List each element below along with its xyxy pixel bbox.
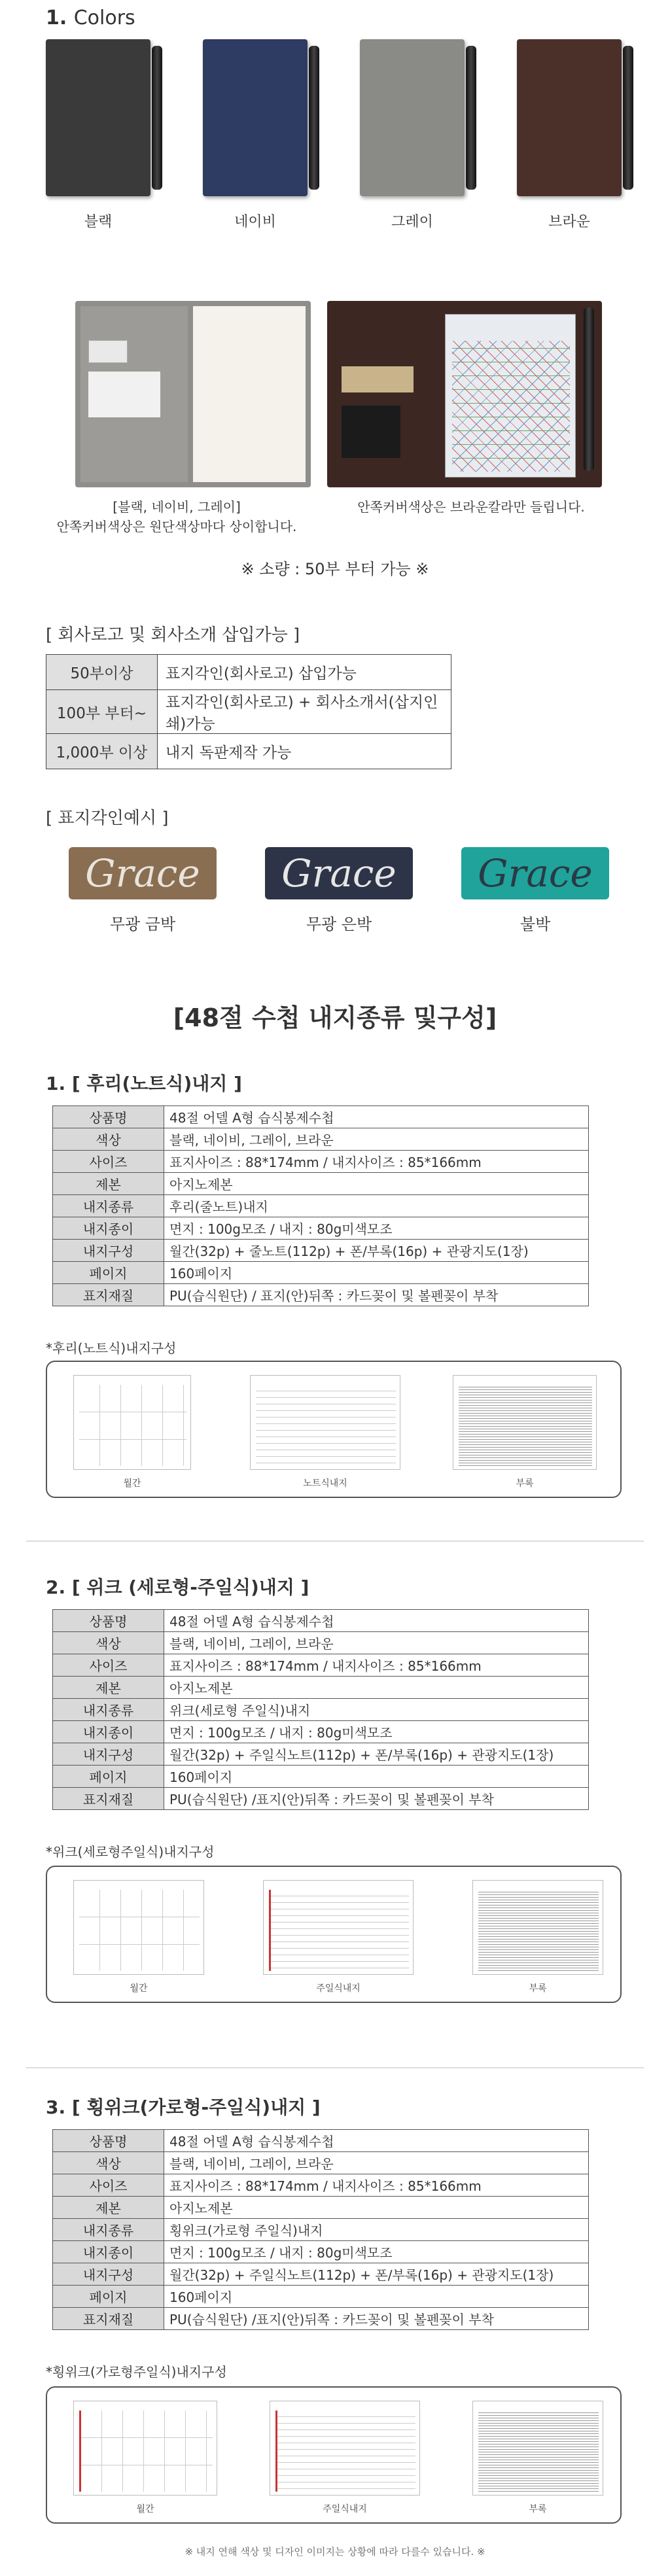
table-row: [53, 1195, 589, 1217]
table-row: [53, 1284, 589, 1306]
footer-note: ※ 내지 연해 색상 및 디자인 이미지는 상황에 따라 다를수 있습니다. ※: [185, 2546, 485, 2558]
card-icon: [342, 366, 414, 392]
spec-value: PU(습식원단) / 표지(안)뒤쪽 : 카드꽂이 및 볼펜꽂이 부착: [164, 1284, 589, 1306]
caption-weekly: 주일식내지: [323, 2504, 367, 2515]
weekly-spread: [270, 2401, 420, 2496]
spec-value: 160페이지: [164, 1766, 589, 1788]
table-row: [53, 1677, 589, 1699]
caption-monthly: 월간: [136, 2504, 154, 2515]
spec-value: 후리(줄노트)내지: [164, 1195, 589, 1217]
section-3-heading: [46, 2093, 321, 2119]
table-row: [53, 1240, 589, 1262]
spec-value: PU(습식원단) /표지(안)뒤쪽 : 카드꽂이 및 볼펜꽂이 부착: [164, 1788, 589, 1810]
spec-value: 블랙, 네이비, 그레이, 브라운: [164, 1632, 589, 1654]
spec-value: 면지 : 100g모조 / 내지 : 80g미색모조: [164, 1721, 589, 1743]
monthly-spread: [73, 1375, 191, 1470]
card-icon: [88, 340, 128, 363]
spec-key: 내지구성: [53, 1240, 164, 1262]
spec-key: 상품명: [53, 1106, 164, 1128]
spec-key: 페이지: [53, 1262, 164, 1284]
section-3-number: 3.: [46, 2097, 66, 2118]
logo-value: 표지각인(회사로고) + 회사소개서(삽지인쇄)가능: [158, 690, 451, 734]
weekly-spread: [263, 1880, 414, 1975]
spec-key: 페이지: [53, 2286, 164, 2308]
section-2-layout-box: [46, 1866, 622, 2003]
spec-value: 위크(세로형 주일식)내지: [164, 1699, 589, 1721]
engraving-gold-label: 무광 금박: [109, 915, 176, 933]
caption-appendix: 부록: [516, 1478, 534, 1489]
pen-icon: [584, 307, 594, 471]
section-2-heading: [46, 1573, 309, 1599]
table-row: [53, 1262, 589, 1284]
cover-black: [46, 39, 150, 196]
table-row: [53, 1699, 589, 1721]
table-row: [53, 2308, 589, 2330]
table-row: [46, 734, 451, 769]
inner-left-caption: [39, 497, 314, 536]
table-row: [53, 1106, 589, 1128]
inner-cover-gray: [75, 301, 311, 487]
table-row: [53, 1128, 589, 1151]
appendix-spread: [472, 1880, 603, 1975]
spec-value: 블랙, 네이비, 그레이, 브라운: [164, 1128, 589, 1151]
table-row: [53, 2286, 589, 2308]
pen-icon: [466, 46, 476, 190]
pen-icon: [623, 46, 633, 190]
spec-key: 내지종이: [53, 1217, 164, 1240]
spec-key: 내지구성: [53, 2263, 164, 2286]
monthly-spread: [73, 1880, 204, 1975]
table-row: [53, 2152, 589, 2174]
table-row: [46, 690, 451, 734]
spec-value: 48절 어델 A형 습식봉제수첩: [164, 1106, 589, 1128]
spec-key: 사이즈: [53, 1151, 164, 1173]
calendar-grid: [79, 1890, 200, 1971]
color-label-navy: 네이비: [234, 214, 276, 230]
ruled-lines: [256, 1385, 396, 1466]
spec-value: 횡위크(가로형 주일식)내지: [164, 2219, 589, 2241]
appendix-spread: [472, 2401, 603, 2496]
spec-value: 160페이지: [164, 1262, 589, 1284]
inner-left-caption-line1: [블랙, 네이비, 그레이]: [113, 499, 241, 515]
spec-key: 색상: [53, 2152, 164, 2174]
spec-key: 페이지: [53, 1766, 164, 1788]
table-row: [53, 2219, 589, 2241]
spec-key: 사이즈: [53, 2174, 164, 2197]
spec-key: 제본: [53, 2197, 164, 2219]
spec-key: 제본: [53, 1173, 164, 1195]
spec-key: 상품명: [53, 1610, 164, 1632]
table-row: [53, 1173, 589, 1195]
colors-heading: [46, 7, 135, 29]
calendar-grid: [79, 1385, 186, 1466]
spec-value: 표지사이즈 : 88*174mm / 내지사이즈 : 85*166mm: [164, 1654, 589, 1677]
pen-icon: [152, 46, 162, 190]
appendix-text: [478, 1890, 599, 1971]
note-spread: [250, 1375, 400, 1470]
spec-key: 색상: [53, 1128, 164, 1151]
spec-value: 표지사이즈 : 88*174mm / 내지사이즈 : 85*166mm: [164, 2174, 589, 2197]
table-row: [53, 2197, 589, 2219]
spec-key: 내지종류: [53, 1699, 164, 1721]
table-row: [53, 1766, 589, 1788]
section-divider: [26, 1540, 644, 1542]
spec-key: 표지재질: [53, 1788, 164, 1810]
spec-value: 블랙, 네이비, 그레이, 브라운: [164, 2152, 589, 2174]
map-graphic: [452, 341, 570, 472]
table-row: [53, 1788, 589, 1810]
ruled-lines: [269, 1890, 409, 1971]
pen-icon: [309, 46, 319, 190]
logo-table: [46, 654, 451, 769]
spec-key: 내지종류: [53, 2219, 164, 2241]
color-label-black: 블랙: [84, 214, 113, 230]
spec-value: 면지 : 100g모조 / 내지 : 80g미색모조: [164, 1217, 589, 1240]
section-2-title: [ 위크 (세로형-주일식)내지 ]: [71, 1576, 309, 1598]
cover-brown: [517, 39, 622, 196]
caption-appendix: 부록: [529, 2504, 547, 2515]
caption-note: 노트식내지: [303, 1478, 347, 1489]
section-1-layout-box: [46, 1361, 622, 1498]
spec-key: 내지종이: [53, 2241, 164, 2263]
table-row: [53, 2174, 589, 2197]
caption-weekly: 주일식내지: [316, 1983, 361, 1994]
logo-value: 내지 독판제작 가능: [158, 734, 451, 769]
engraving-foil-label: 불박: [520, 915, 551, 933]
section-1-number: 1.: [46, 1073, 66, 1094]
spec-value: 160페이지: [164, 2286, 589, 2308]
logo-key: 50부이상: [46, 655, 158, 690]
spec-key: 사이즈: [53, 1654, 164, 1677]
section-1-spec-table: [52, 1105, 589, 1306]
spec-key: 내지구성: [53, 1743, 164, 1766]
section-2-number: 2.: [46, 1576, 66, 1598]
engraving-gold-sample: Grace: [69, 847, 217, 899]
table-row: [53, 2241, 589, 2263]
spec-value: 48절 어델 A형 습식봉제수첩: [164, 1610, 589, 1632]
section-2-layout-title: *위크(세로형주일식)내지구성: [46, 1844, 215, 1860]
colors-title: Colors: [73, 7, 135, 29]
table-row: [53, 1632, 589, 1654]
appendix-text: [478, 2411, 599, 2492]
spec-value: 면지 : 100g모조 / 내지 : 80g미색모조: [164, 2241, 589, 2263]
main-title: [48절 수첩 내지종류 및구성]: [173, 1003, 497, 1032]
spec-value: 48절 어델 A형 습식봉제수첩: [164, 2130, 589, 2152]
spec-key: 색상: [53, 1632, 164, 1654]
table-row: [53, 1721, 589, 1743]
engraving-title: [ 표지각인예시 ]: [46, 809, 169, 828]
calendar-grid: [79, 2411, 213, 2492]
spec-key: 표지재질: [53, 2308, 164, 2330]
table-row: [46, 655, 451, 690]
spec-value: 월간(32p) + 주일식노트(112p) + 폰/부록(16p) + 관광지도(1장): [164, 1743, 589, 1766]
section-3-layout-title: *횡위크(가로형주일식)내지구성: [46, 2364, 227, 2380]
appendix-spread: [453, 1375, 597, 1470]
color-label-brown: 브라운: [548, 214, 590, 230]
section-3-title: [ 횡위크(가로형-주일식)내지 ]: [71, 2097, 321, 2118]
spec-value: 월간(32p) + 주일식노트(112p) + 폰/부록(16p) + 관광지도(1장): [164, 2263, 589, 2286]
engraving-foil-sample: Grace: [461, 847, 609, 899]
table-row: [53, 1217, 589, 1240]
spec-value: 표지사이즈 : 88*174mm / 내지사이즈 : 85*166mm: [164, 1151, 589, 1173]
subway-map-page: [445, 314, 576, 478]
color-swatches: [46, 39, 635, 255]
min-qty-note: ※ 소량 : 50부 부터 가능 ※: [241, 560, 429, 578]
caption-monthly: 월간: [130, 1983, 148, 1994]
spec-value: 월간(32p) + 줄노트(112p) + 폰/부록(16p) + 관광지도(1장): [164, 1240, 589, 1262]
caption-monthly: 월간: [123, 1478, 141, 1489]
section-3-layout-box: [46, 2386, 622, 2524]
logo-key: 1,000부 이상: [46, 734, 158, 769]
logo-key: 100부 부터~: [46, 690, 158, 734]
table-row: [53, 1654, 589, 1677]
section-2-spec-table: [52, 1609, 589, 1810]
colors-number: 1.: [46, 7, 67, 29]
spec-value: 아지노제본: [164, 1677, 589, 1699]
section-divider: [26, 2067, 644, 2068]
section-1-heading: [46, 1070, 242, 1096]
table-row: [53, 2263, 589, 2286]
table-row: [53, 2130, 589, 2152]
spec-key: 내지종류: [53, 1195, 164, 1217]
inner-left-caption-line2: 안쪽커버색상은 원단색상마다 상이합니다.: [56, 519, 297, 534]
color-label-gray: 그레이: [391, 214, 433, 230]
monthly-spread: [73, 2401, 217, 2496]
logo-value: 표지각인(회사로고) 삽입가능: [158, 655, 451, 690]
cover-navy: [203, 39, 308, 196]
logo-section-title: [ 회사로고 및 회사소개 삽입가능 ]: [46, 625, 300, 645]
spec-value: 아지노제본: [164, 2197, 589, 2219]
inner-right-caption: 안쪽커버색상은 브라운칼라만 들립니다.: [357, 499, 585, 515]
spec-key: 내지종이: [53, 1721, 164, 1743]
ruled-lines: [275, 2411, 415, 2492]
appendix-text: [459, 1385, 592, 1466]
spec-value: 아지노제본: [164, 1173, 589, 1195]
inner-page: [193, 306, 306, 482]
engraving-silver-label: 무광 은박: [306, 915, 372, 933]
section-3-spec-table: [52, 2129, 589, 2330]
cover-gray: [360, 39, 465, 196]
spec-key: 제본: [53, 1677, 164, 1699]
spec-value: PU(습식원단) /표지(안)뒤쪽 : 카드꽂이 및 볼펜꽂이 부착: [164, 2308, 589, 2330]
table-row: [53, 1610, 589, 1632]
card-slot: [88, 372, 160, 417]
card-slot: [342, 406, 400, 458]
inner-cover-brown: [327, 301, 602, 487]
spec-key: 상품명: [53, 2130, 164, 2152]
engraving-silver-sample: Grace: [265, 847, 413, 899]
table-row: [53, 1743, 589, 1766]
section-1-layout-title: *후리(노트식)내지구성: [46, 1340, 177, 1356]
section-1-title: [ 후리(노트식)내지 ]: [71, 1073, 242, 1094]
table-row: [53, 1151, 589, 1173]
caption-appendix: 부록: [529, 1983, 547, 1994]
spec-key: 표지재질: [53, 1284, 164, 1306]
